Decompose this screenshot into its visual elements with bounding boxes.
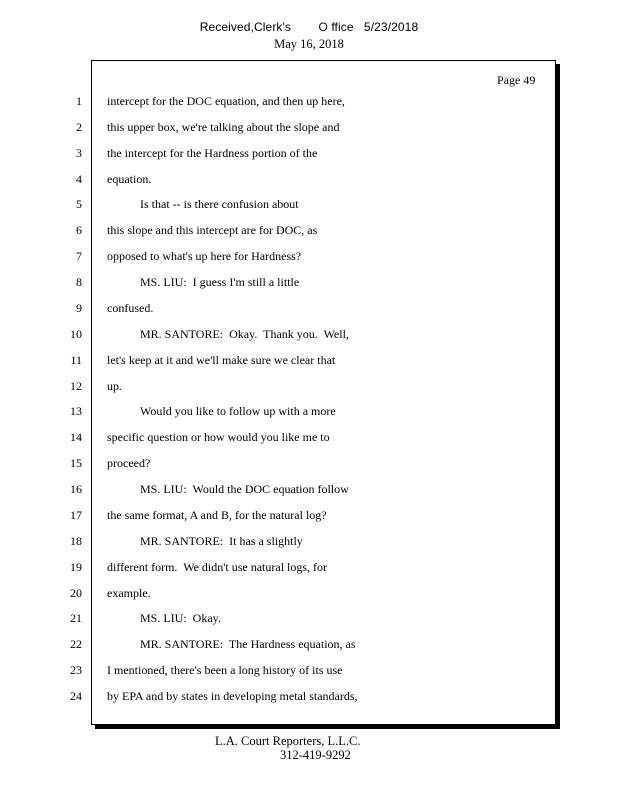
line-text: proceed? [107,456,151,471]
line-text: MS. LIU: Okay. [140,611,221,626]
line-number: 3 [76,145,82,160]
line-number: 2 [76,119,82,134]
line-number: 24 [70,689,82,703]
line-text: I mentioned, there's been a long history of its use [107,663,343,678]
line-text: equation. [107,171,152,186]
line-text: example. [107,585,151,600]
line-number: 21 [70,611,82,626]
footer-company: L.A. Court Reporters, L.L.C. [215,734,361,748]
line-number: 11 [70,352,82,367]
line-text: MR. SANTORE: The Hardness equation, as [140,637,356,652]
line-text: confused. [107,300,154,315]
line-text: MS. LIU: I guess I'm still a little [140,275,300,290]
line-text: up. [107,378,122,393]
line-number: 12 [70,378,82,393]
line-number: 22 [70,637,82,652]
line-text: by EPA and by states in developing metal standards, [107,689,358,703]
line-text: this slope and this intercept are for DOC, as [107,223,318,238]
line-text: MS. LIU: Would the DOC equation follow [140,482,349,497]
line-number: 17 [70,507,82,522]
line-text: Is that -- is there confusion about [140,197,299,212]
hearing-date: May 16, 2018 [274,37,344,51]
line-text: specific question or how would you like me to [107,430,330,445]
line-text: Would you like to follow up with a more [140,404,336,419]
line-number: 13 [70,404,82,419]
line-number: 7 [76,249,82,264]
line-text: the same format, A and B, for the natural log? [107,507,327,522]
line-number: 9 [76,300,82,315]
line-text: MR. SANTORE: It has a slightly [140,533,303,548]
line-number: 14 [70,430,82,445]
line-text: MR. SANTORE: Okay. Thank you. Well, [140,326,349,341]
line-number: 23 [70,663,82,678]
line-number: 4 [76,171,82,186]
line-number: 1 [76,94,82,108]
line-text: different form. We didn't use natural logs, for [107,559,328,574]
page-number: Page 49 [497,73,536,87]
line-number: 10 [70,326,82,341]
line-text: let's keep at it and we'll make sure we clear that [107,352,336,367]
line-number: 18 [70,533,82,548]
footer-phone: 312-419-9292 [280,748,351,762]
line-number: 20 [70,585,82,600]
line-number: 16 [70,482,82,497]
line-number: 15 [70,456,82,471]
line-number: 5 [76,197,82,212]
line-text: the intercept for the Hardness portion of the [107,145,318,160]
line-number: 19 [70,559,82,574]
line-text: opposed to what's up here for Hardness? [107,249,302,264]
line-number: 6 [76,223,82,238]
line-number: 8 [76,275,82,290]
received-stamp: Received,Clerk's O ffice 5/23/2018 [199,20,419,34]
line-text: this upper box, we're talking about the slope and [107,119,340,134]
line-text: intercept for the DOC equation, and then up here, [107,94,345,108]
